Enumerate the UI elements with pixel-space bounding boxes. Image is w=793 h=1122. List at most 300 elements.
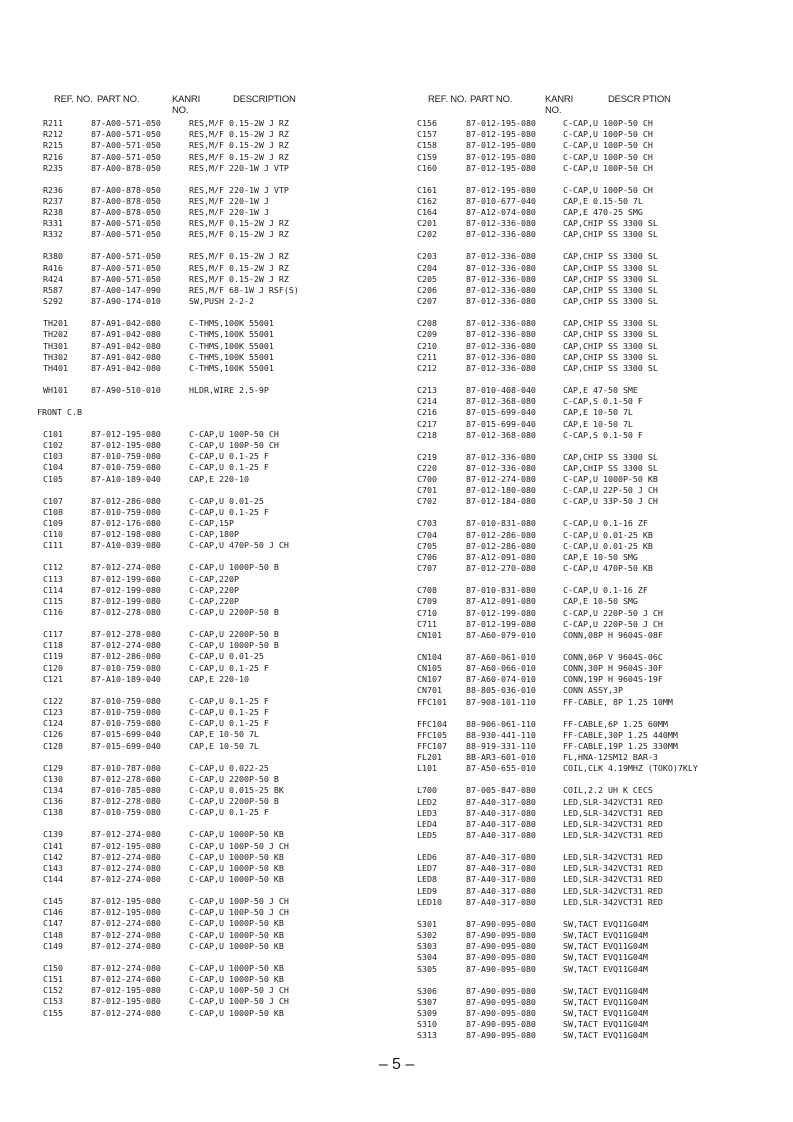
part-row (380, 585, 793, 596)
part-row (0, 451, 380, 462)
part-no: 87-012-274-080 (91, 829, 161, 840)
description: C-CAP,U 100P-50 J CH (189, 840, 289, 851)
right-column-header (380, 94, 793, 118)
part-no: 87-012-195-080 (91, 440, 161, 451)
ref-no: TH201 (43, 318, 68, 329)
part-no: 87-A90-095-080 (466, 941, 536, 952)
part-row (380, 1008, 793, 1019)
description: LED,SLR-342VCT31 RED (563, 830, 663, 841)
ref-no: LED3 (417, 807, 437, 818)
kanri-no-header: KANRI NO. (545, 94, 574, 116)
part-no: 88-906-061-110 (466, 718, 536, 729)
ref-no-header: REF. NO. (428, 94, 467, 105)
part-no: 87-010-759-080 (91, 695, 161, 706)
section-heading: FRONT C.B (37, 406, 82, 417)
ref-no: C151 (43, 973, 63, 984)
description: CONN,19P H 9604S-19F (563, 674, 663, 685)
part-no: 87-A40-317-080 (466, 852, 536, 863)
part-no: 87-012-286-080 (91, 651, 161, 662)
description: FF-CABLE,30P 1.25 440MM (563, 729, 678, 740)
part-row (0, 462, 380, 473)
part-row (380, 152, 793, 163)
part-no: 87-015-699-040 (466, 418, 536, 429)
part-no: 87-A91-042-080 (91, 340, 161, 351)
part-no: 87-A90-095-080 (466, 996, 536, 1007)
description: RES,M/F 0.15-2W J RZ (189, 118, 289, 128)
part-no: 87-012-274-080 (91, 962, 161, 973)
block-spacer (0, 396, 380, 407)
ref-no: C710 (417, 607, 437, 618)
ref-no: TH202 (43, 329, 68, 340)
ref-no: C219 (417, 451, 437, 462)
part-row (0, 196, 380, 207)
ref-no: LED5 (417, 830, 437, 841)
description: C-CAP,U 1000P-50 KB (189, 829, 284, 840)
part-no-header: PART NO. (97, 94, 140, 105)
ref-no: S309 (417, 1007, 437, 1018)
block-spacer (380, 241, 793, 252)
ref-no: C705 (417, 540, 437, 551)
part-no: 87-010-408-040 (466, 384, 536, 395)
part-row (0, 941, 380, 952)
part-no: 87-A40-317-080 (466, 818, 536, 829)
part-no: 87-012-274-080 (91, 562, 161, 573)
ref-no: C711 (417, 618, 437, 629)
part-row (380, 785, 793, 796)
description: C-CAP,U 100P-50 J CH (189, 907, 289, 918)
part-no: 87-012-274-080 (91, 640, 161, 651)
ref-no: C157 (417, 129, 437, 140)
part-no: 87-012-274-080 (91, 940, 161, 951)
ref-no: C122 (43, 695, 63, 706)
description: C-CAP,U 0.1-25 F (189, 451, 269, 462)
block-spacer (0, 618, 380, 629)
part-no: 87-A90-095-080 (466, 1007, 536, 1018)
part-row (0, 741, 380, 752)
block-spacer (380, 574, 793, 585)
part-no: 87-908-101-110 (466, 696, 536, 707)
ref-no: R416 (43, 262, 63, 273)
description: SW,TACT EVQ11G04M (563, 918, 648, 929)
part-no: 87-A60-066-010 (466, 663, 536, 674)
part-row (0, 562, 380, 573)
part-row (0, 352, 380, 363)
part-no: 87-012-274-080 (91, 929, 161, 940)
description: C-CAP,220P (189, 595, 239, 606)
description: COIL,CLK 4.19MHZ (TOKO)7KLY (563, 763, 698, 774)
part-no: 87-012-274-080 (91, 1007, 161, 1018)
part-no: 87-010-785-080 (91, 784, 161, 795)
ref-no: C708 (417, 585, 437, 596)
part-row (380, 986, 793, 997)
description: SW,TACT EVQ11G04M (563, 941, 648, 952)
part-row (380, 263, 793, 274)
part-row (380, 496, 793, 507)
ref-no: C112 (43, 562, 63, 573)
ref-no: C207 (417, 296, 437, 307)
part-row (380, 886, 793, 897)
description: C-CAP,U 1000P-50 KB (189, 1007, 284, 1018)
part-no: 87-012-195-080 (91, 896, 161, 907)
part-row (380, 363, 793, 374)
ref-no: C129 (43, 762, 63, 773)
description: C-CAP,U 1000P-50 KB (189, 962, 284, 973)
part-row (380, 463, 793, 474)
part-no: 87-012-368-080 (466, 429, 536, 440)
part-row (380, 685, 793, 696)
block-spacer (380, 908, 793, 919)
ref-no: C148 (43, 929, 63, 940)
part-no: 87-A91-042-080 (91, 351, 161, 362)
part-no: 87-012-195-080 (91, 985, 161, 996)
part-row (0, 207, 380, 218)
ref-no: C113 (43, 573, 63, 584)
description: C-CAP,U 100P-50 CH (563, 162, 653, 173)
ref-no: C138 (43, 807, 63, 818)
description: LED,SLR-342VCT31 RED (563, 896, 663, 907)
description: RES,M/F 220-1W J VTP (189, 184, 289, 195)
part-no-header: PART NO. (470, 94, 513, 105)
description: C-CAP,U 22P-50 J CH (563, 485, 658, 496)
part-row (0, 863, 380, 874)
description: C-CAP,U 1000P-50 KB (563, 474, 658, 485)
ref-no: C164 (417, 207, 437, 218)
part-row (380, 318, 793, 329)
part-row (380, 596, 793, 607)
part-row (380, 930, 793, 941)
description: C-CAP,15P (189, 518, 234, 529)
description: C-CAP,U 2200P-50 B (189, 607, 279, 618)
part-no: 87-A90-095-080 (466, 1019, 536, 1030)
description: CONN,06P V 9604S-06C (563, 651, 663, 662)
part-no: 87-012-199-080 (466, 607, 536, 618)
description: CAP,CHIP SS 3300 SL (563, 229, 658, 240)
ref-no: S306 (417, 985, 437, 996)
part-row (0, 663, 380, 674)
ref-no: C108 (43, 506, 63, 517)
description: C-THMS,100K 55001 (189, 329, 274, 340)
ref-no: CN101 (417, 629, 442, 640)
description: C-CAP,180P (189, 529, 239, 540)
part-row (380, 1030, 793, 1041)
ref-no: C134 (43, 784, 63, 795)
part-row (380, 196, 793, 207)
ref-no: C139 (43, 829, 63, 840)
part-row (0, 796, 380, 807)
ref-no: FFC104 (417, 718, 447, 729)
part-no: 87-012-180-080 (466, 485, 536, 496)
description: CAP,E 47-50 SME (563, 384, 638, 395)
part-no: 87-A10-039-080 (91, 540, 161, 551)
part-row (0, 385, 380, 396)
description: CAP,CHIP SS 3300 SL (563, 285, 658, 296)
description: RES,M/F 0.15-2W J RZ (189, 229, 289, 240)
ref-no: LED7 (417, 863, 437, 874)
part-no: 87-015-699-040 (91, 729, 161, 740)
part-row (380, 730, 793, 741)
description: C-CAP,S 0.1-50 F (563, 396, 643, 407)
part-no: 87-012-368-080 (466, 396, 536, 407)
description: SW,TACT EVQ11G04M (563, 1030, 648, 1041)
part-no: 87-012-336-080 (466, 218, 536, 229)
ref-no: C103 (43, 451, 63, 462)
part-row (380, 329, 793, 340)
description: RES,M/F 220-1W J (189, 207, 269, 218)
ref-no: CN104 (417, 651, 442, 662)
ref-no: C141 (43, 840, 63, 851)
part-no: 87-A00-571-050 (91, 262, 161, 273)
part-no: 87-A00-147-090 (91, 285, 161, 296)
part-no: 87-A10-189-040 (91, 673, 161, 684)
part-no: 87-012-195-080 (466, 129, 536, 140)
description: RES,M/F 220-1W J (189, 195, 269, 206)
description: CAP,CHIP SS 3300 SL (563, 351, 658, 362)
page-number: – 5 – (378, 1056, 415, 1073)
part-row (0, 707, 380, 718)
ref-no: C209 (417, 329, 437, 340)
part-no: 87-A00-571-050 (91, 218, 161, 229)
description: C-CAP,U 0.1-25 F (189, 718, 269, 729)
description: RES,M/F 0.15-2W J RZ (189, 140, 289, 151)
ref-no: R211 (43, 118, 63, 128)
ref-no: C206 (417, 285, 437, 296)
ref-no: C156 (417, 118, 437, 128)
part-row (380, 430, 793, 441)
part-no: 87-012-336-080 (466, 351, 536, 362)
part-no: 87-012-274-080 (91, 874, 161, 885)
part-no: 87-010-831-080 (466, 585, 536, 596)
part-row (380, 474, 793, 485)
description: RES,M/F 0.15-2W J RZ (189, 151, 289, 162)
description: C-CAP,U 0.1-25 F (189, 707, 269, 718)
description: FL,HNA-12SM12 BAR-3 (563, 752, 658, 763)
part-row (380, 697, 793, 708)
description: RES,M/F 220-1W J VTP (189, 162, 289, 173)
part-row (380, 396, 793, 407)
ref-no: C213 (417, 384, 437, 395)
ref-no: C204 (417, 262, 437, 273)
ref-no: C220 (417, 462, 437, 473)
part-row (380, 852, 793, 863)
ref-no: S313 (417, 1030, 437, 1041)
part-no: 87-A40-317-080 (466, 874, 536, 885)
ref-no: C147 (43, 918, 63, 929)
ref-no: R587 (43, 285, 63, 296)
ref-no: CN701 (417, 685, 442, 696)
part-row (0, 874, 380, 885)
ref-no: C214 (417, 396, 437, 407)
description: SW,TACT EVQ11G04M (563, 1019, 648, 1030)
description: CAP,CHIP SS 3300 SL (563, 251, 658, 262)
part-no: 87-A90-095-080 (466, 952, 536, 963)
part-row (380, 719, 793, 730)
ref-no: C121 (43, 673, 63, 684)
part-no: 87-012-274-080 (91, 973, 161, 984)
ref-no: S303 (417, 941, 437, 952)
part-row (0, 629, 380, 640)
description: C-CAP,U 1000P-50 B (189, 640, 279, 651)
part-no: 87-A90-095-080 (466, 985, 536, 996)
description: SW,TACT EVQ11G04M (563, 1007, 648, 1018)
part-no: 87-010-759-080 (91, 718, 161, 729)
ref-no: C104 (43, 462, 63, 473)
part-no: 87-010-759-080 (91, 707, 161, 718)
ref-no: LED10 (417, 896, 442, 907)
description: C-THMS,100K 55001 (189, 351, 274, 362)
part-row (380, 741, 793, 752)
part-no: 87-012-336-080 (466, 329, 536, 340)
ref-no: S301 (417, 918, 437, 929)
part-no: 87-012-270-080 (466, 563, 536, 574)
ref-no: C208 (417, 318, 437, 329)
part-no: 87-A50-655-010 (466, 763, 536, 774)
part-row (380, 619, 793, 630)
part-row (380, 763, 793, 774)
description: C-CAP,U 1000P-50 KB (189, 940, 284, 951)
description: C-CAP,U 2200P-50 B (189, 629, 279, 640)
ref-no: C201 (417, 218, 437, 229)
part-row (380, 952, 793, 963)
ref-no: FFC105 (417, 729, 447, 740)
part-no: 87-A12-091-080 (466, 596, 536, 607)
part-row (0, 729, 380, 740)
ref-no: C700 (417, 474, 437, 485)
part-no: 87-012-199-080 (466, 618, 536, 629)
part-row (0, 1008, 380, 1019)
part-no: 87-012-336-080 (466, 462, 536, 473)
ref-no: C152 (43, 985, 63, 996)
part-no: 87-A10-189-040 (91, 473, 161, 484)
part-no: 87-012-336-080 (466, 285, 536, 296)
block-spacer (380, 508, 793, 519)
part-no: 87-010-831-080 (466, 518, 536, 529)
part-row (380, 964, 793, 975)
part-no: 87-012-195-080 (466, 184, 536, 195)
description: CONN,08P H 9604S-08F (563, 629, 663, 640)
description: CAP,E 10-50 7L (563, 407, 633, 418)
part-no: 87-012-198-080 (91, 529, 161, 540)
part-no: 87-A90-174-010 (91, 296, 161, 307)
description: C-CAP,U 470P-50 J CH (189, 540, 289, 551)
ref-no: C117 (43, 629, 63, 640)
description-header: DESCR PTION (608, 94, 671, 105)
part-row (380, 229, 793, 240)
description: SW,TACT EVQ11G04M (563, 985, 648, 996)
part-no: 87-012-195-080 (91, 428, 161, 439)
ref-no: C217 (417, 418, 437, 429)
ref-no: C115 (43, 595, 63, 606)
description: C-THMS,100K 55001 (189, 318, 274, 329)
part-no: 87-012-336-080 (466, 340, 536, 351)
part-no: 87-A12-091-080 (466, 551, 536, 562)
ref-no: R380 (43, 251, 63, 262)
part-no: 87-012-336-080 (466, 451, 536, 462)
part-row (0, 429, 380, 440)
block-spacer (0, 552, 380, 563)
part-no: 87-010-759-080 (91, 662, 161, 673)
block-spacer (0, 241, 380, 252)
block-spacer (0, 752, 380, 763)
description: CAP,CHIP SS 3300 SL (563, 329, 658, 340)
description: C-CAP,U 0.1-25 F (189, 506, 269, 517)
part-row (380, 296, 793, 307)
part-row (380, 485, 793, 496)
description: HLDR,WIRE 2.5-9P (189, 384, 269, 395)
ref-no: C150 (43, 962, 63, 973)
description: C-CAP,U 0.1-16 ZF (563, 518, 648, 529)
part-no: 87-012-278-080 (91, 796, 161, 807)
part-row (380, 897, 793, 908)
part-no: 87-012-274-080 (91, 862, 161, 873)
part-no: 87-012-184-080 (466, 496, 536, 507)
part-row (380, 819, 793, 830)
block-spacer (0, 685, 380, 696)
description: C-CAP,U 100P-50 J CH (189, 985, 289, 996)
ref-no: C212 (417, 362, 437, 373)
description: SW,TACT EVQ11G04M (563, 952, 648, 963)
ref-no: TH301 (43, 340, 68, 351)
ref-no: C107 (43, 495, 63, 506)
description: C-CAP,U 1000P-50 KB (189, 851, 284, 862)
part-row (0, 807, 380, 818)
ref-no: C210 (417, 340, 437, 351)
description: C-CAP,U 220P-50 J CH (563, 607, 663, 618)
ref-no: LED2 (417, 796, 437, 807)
description: C-THMS,100K 55001 (189, 340, 274, 351)
part-no: 87-A40-317-080 (466, 807, 536, 818)
ref-no: R215 (43, 140, 63, 151)
part-no: 87-A91-042-080 (91, 329, 161, 340)
part-row (380, 563, 793, 574)
part-row (380, 663, 793, 674)
block-spacer (380, 775, 793, 786)
description: CONN,30P H 9604S-30F (563, 663, 663, 674)
part-no: 87-A00-571-050 (91, 118, 161, 128)
description: C-CAP,U 0.1-25 F (189, 807, 269, 818)
description: C-CAP,U 100P-50 J CH (189, 996, 289, 1007)
description: C-CAP,U 0.01-25 (189, 651, 264, 662)
description: C-CAP,U 100P-50 CH (563, 140, 653, 151)
description: CAP,E 10-50 7L (563, 418, 633, 429)
ref-no: C126 (43, 729, 63, 740)
ref-no: C158 (417, 140, 437, 151)
part-row (380, 352, 793, 363)
description: CAP,E 10-50 SMG (563, 551, 638, 562)
ref-no: C128 (43, 740, 63, 751)
part-no: 8B-AR3-601-010 (466, 752, 536, 763)
part-row (380, 997, 793, 1008)
ref-no: C136 (43, 796, 63, 807)
part-no: 87-A40-317-080 (466, 830, 536, 841)
ref-no: S304 (417, 952, 437, 963)
description: C-CAP,U 0.1-25 F (189, 695, 269, 706)
description: CAP,CHIP SS 3300 SL (563, 318, 658, 329)
description: C-CAP,U 1000P-50 B (189, 562, 279, 573)
ref-no: C701 (417, 485, 437, 496)
part-no: 87-A00-878-050 (91, 162, 161, 173)
part-row (0, 263, 380, 274)
description: C-CAP,S 0.1-50 F (563, 429, 643, 440)
part-row (0, 518, 380, 529)
part-row (0, 296, 380, 307)
ref-no: CN107 (417, 674, 442, 685)
part-row (380, 285, 793, 296)
description: C-CAP,U 100P-50 CH (189, 440, 279, 451)
ref-no: L700 (417, 785, 437, 796)
ref-no: C105 (43, 473, 63, 484)
part-row (0, 852, 380, 863)
part-row (0, 185, 380, 196)
